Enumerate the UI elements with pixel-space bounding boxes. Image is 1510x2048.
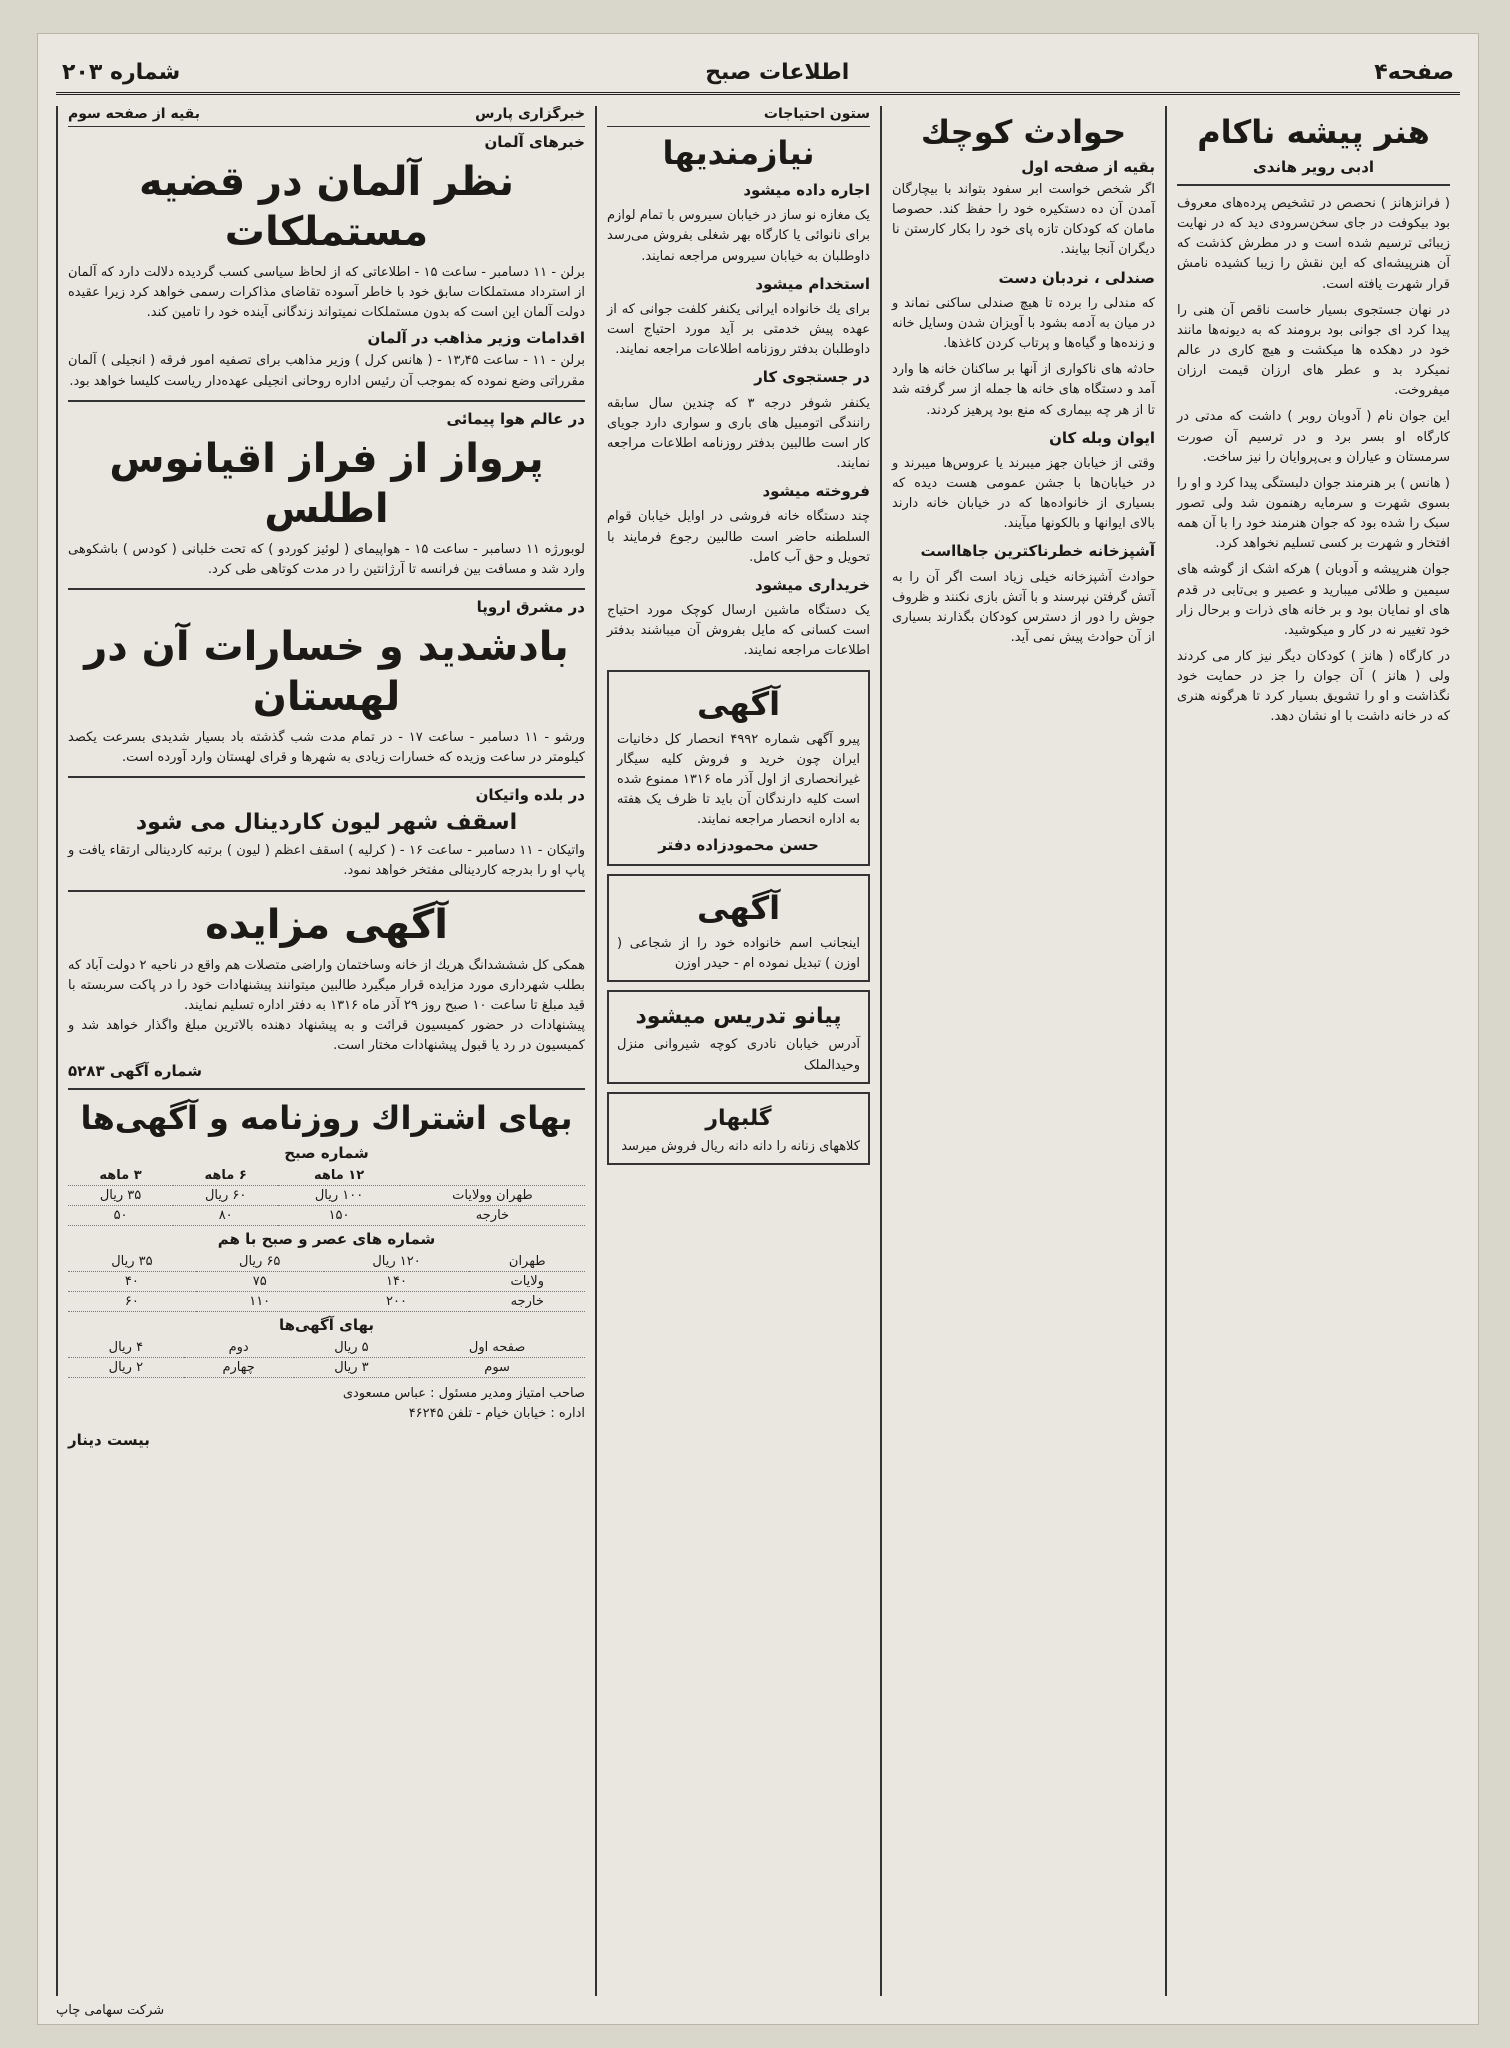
classifieds-body [607,179,870,662]
row-label: چهارم [184,1358,294,1378]
notice-text: پیرو آگهی شماره ۴۹۹۲ انحصار کل دخانیات ایران چون خرید و فروش کلیه سیگار غیرانحصاری از اول آذر ماه ۱۳۱۶ ممنوع شده است کلیه دارندگان آن باید تا ظرف یک هفته به اداره انحصار مراجعه نمایند. [617,731,860,828]
row-label: صفحه اول [409,1338,585,1358]
price-cell: ۴ ریال [68,1338,184,1358]
divider [68,890,585,892]
incidents-kicker: بقیه از صفحه اول [1021,158,1155,176]
table-row [68,1272,585,1292]
news-text: واتیکان - ۱۱ دسامبر - ساعت ۱۶ - ( کرلیه ) اسقف اعظم ( لیون ) برتبه کاردینالی ارتقاء یافت و پاپ او را بدرجه کاردینالی مفتخر خواهد نمود. [68,843,585,879]
period-header: ۳ ماهه [68,1166,173,1186]
ads-price-table [68,1338,585,1378]
news-text: برلن - ۱۱ دسامبر - ساعت ۱۵ - اطلاعاتی که از لحاظ سیاسی کسب گردیده دلالت دارد که آلمان از استرداد مستملکات سابق خود با خاطر آسوده تقاضای مذاکرات رسمی خواهد کرد زیرا عقیده دولت آلمان این است که بدون مستملکات نمیتواند زندگانی آینده خود را تامین کند. [68,265,585,321]
row-label: ولایات [469,1272,585,1292]
table-row [68,1292,585,1312]
morning-head: شماره صبح [284,1144,369,1163]
price-cell: ۳ ریال [294,1358,410,1378]
notice-box [607,670,870,867]
paragraph: در کارگاه ( هانز ) کودکان دیگر نیز کار می کردند ولی ( هانز ) آن جوان را جز در حمایت خود نگذاشت و او را تشویق بسیار کرد تا هرگونه هنری که در خانه داشت با او نشان دهد. [1177,648,1450,725]
masthead [56,52,1460,95]
classifieds-kicker [607,106,870,127]
classified-head: استخدام میشود [755,274,870,293]
classifieds-title: نیازمندیها [662,134,815,172]
publisher-line: صاحب امتیاز ومدیر مسئول : عباس مسعودی [342,1386,585,1402]
headline-storm: بادشدید و خسارات آن در لهستان [84,623,569,720]
price-cell: ۱۲۰ ریال [324,1252,470,1272]
price-cell: ۶۰ ریال [173,1186,278,1206]
news-kicker [68,106,585,127]
news-text: ورشو - ۱۱ دسامبر - ساعت ۱۷ - در تمام مدت شب گذشته باد بسیار شدیدی بسرعت یکصد کیلومتر در ساعت وزیده که خسارات زیادی به شهرها و قرای لهستان وارد آورده است. [68,729,585,766]
price-cell: ۷۵ [196,1272,324,1292]
page-number: صفحه۴ [1374,59,1454,85]
notice-box-2 [607,874,870,982]
printer-credit: شرکت سهامی چاپ [56,2003,165,2018]
incidents-body [892,180,1155,648]
classified-text: برای یك خانواده ایرانی یکنفر کلفت جوانی که از عهده پیش خدمتی بر آید مورد احتیاج است داوطلبان بدفتر روزنامه اطلاعات مراجعه نمایند. [607,301,870,358]
divider [68,400,585,402]
price-cell: ۵۰ [68,1206,173,1226]
story-byline: ادبی رویر هاندی [1252,158,1375,176]
classified-text: یکنفر شوفر درجه ۳ که چندین سال سابقه رانندگی اتومبیل های باری و سواری دارد جویای کار است طالبین بدفتر روزنامه اطلاعات مراجعه نمایند. [607,395,870,472]
table-row [68,1206,585,1226]
auction-text: پیشنهادات در حضور کمیسیون قرائت و به پیشنهاد دهنده بالاترین مبلغ واگذار خواهد شد و کمیسیون در رد یا قبول پیشنهادات مختار است. [68,1017,585,1054]
paragraph: حوادث آشپزخانه خیلی زیاد است اگر آن را به آتش گرفتن نپرسند و با آتش بازی نکنند و ظروف جوش را دور از دسترس کودکان بگذارند بسیاری از آن حوادث پیش نمی آید. [892,569,1155,646]
notice-text: اینجانب اسم خانواده خود را از شجاعی ( اوزن ) تبدیل نموده ام - حیدر اوزن [617,936,860,972]
classified-text: یک مغازه نو ساز در خیابان سیروس با تمام لوازم برای نانوائی یا کارگاه بهر شغلی بفروش می‌رسد داوطلبان به خیابان سیروس مراجعه نمایند. [607,208,870,264]
subheading: در عالم هوا پیمائی [446,409,585,428]
piano-title: پیانو تدریس میشود [635,1004,842,1030]
piano-ad [607,990,870,1083]
golbahar-title: گلبهار [705,1105,772,1131]
column-news [56,106,595,1996]
notice-sign: حسن محمودزاده دفتر [658,836,819,855]
address-line: اداره : خیابان خیام - تلفن ۴۶۲۴۵ [408,1406,585,1422]
divider [68,1088,585,1090]
paragraph: ( هانس ) بر هنرمند جوان دلبستگی پیدا کرد و او را بسوی شهرت و سرمایه رهنمون شد ولی تصور سبک را شده بود که جوان هنرمند خود را با آن همه افتخار و شهرت بر کسی تسلیم نخواهد کرد. [1177,475,1450,552]
divider [68,776,585,778]
paragraph: که مندلی را برده تا هیچ صندلی ساکنی نماند و در میان به آدمه بشود با آویزان شدن وسایل خانه و زنده‌ها و گیاه‌ها و پرتاب کردن کاغذها. [892,295,1155,352]
paragraph: جوان هنرپیشه و آدوبان ) هرکه اشک از گوشه های سیمین و طلائی میبارید و عصیر و بی‌تابی در قدم های او نمایان بود و بر خانه های ذرات و برحال زار خود تغییر نه در کار و میکوشید. [1177,562,1450,638]
auction-text: همکی کل شششدانگ هریك از خانه وساختمان واراضی متصلات هم واقع در ناحیه ۲ دولت آباد که بطلب شهرداری مورد مزایده قرار میگیرد طالبین میتوانند پیشنهادات خود را در پاکت سربسته با قید مبلغ تا ساعت ۱۰ صبح روز ۲۹ آذر ماه ۱۳۱۶ به دفتر اداره تسلیم نمایند. [68,957,585,1013]
combined-price-table [68,1252,585,1312]
kicker-left: بقیه از صفحه سوم [68,106,201,122]
row-label: دوم [184,1338,294,1358]
period-header: ۱۲ ماهه [278,1166,400,1186]
incidents-title: حوادث کوچك [920,113,1127,151]
news-subkicker: خبرهای آلمان [484,133,585,151]
classified-head: خریداری میشود [755,575,870,594]
newspaper-page [38,34,1478,2024]
notice-title: آگهی [696,684,781,723]
price-cell: ۲ ریال [68,1358,184,1378]
headline-colonies: نظر آلمان در قضیه مستملکات [138,159,515,255]
kicker-right: خبرگزاری پارس [475,106,585,122]
classified-head: اجاره داده میشود [743,181,870,199]
divider [1177,184,1450,186]
column-incidents [880,106,1165,1996]
price-cell: ۱۰۰ ریال [278,1186,400,1206]
news-text: لوبورژه ۱۱ دسامبر - ساعت ۱۵ - هواپیمای ( لوئیز کوردو ) که تحت خلبانی ( کودس ) باشکوهی وارد شد و مسافت بین فرانسه تا آرژانتین را در مدت کوتاهی طی کرد. [68,541,585,577]
paragraph: اگر شخص خواست ابر سفود بتواند با بیچارگان آمدن آن ده دستکیره خود را حفظ کند. حصوصا مامان که کودکان تازه پای خود را بکار کارستن نا دیگران آنجا بیایند. [892,182,1155,258]
subheading: در مشرق اروپا [476,597,585,616]
kicker-text: ستون احتیاجات [763,106,870,122]
price-cell: ۲۰۰ [324,1292,470,1312]
row-label: خارجه [469,1292,585,1312]
subheading: ایوان وبله کان [1049,428,1155,447]
column-story [1165,106,1460,1996]
story-title: هنر پیشه ناکام [1197,113,1430,151]
combined-head: شماره های عصر و صبح با هم [217,1230,436,1249]
period-header: ۶ ماهه [173,1166,278,1186]
paragraph: ( فرانزهانز ) نحصص در تشخیص پرده‌های معروف بود بیکوفت در جای سخن‌سرودی دید که در نهایت زیبائی ترسیم شده است و در مطرش کذشت که آن هنرپیشه‌ای که این نقش را زیبا کشیده نامش قرار شهرت یافته است. [1177,196,1450,292]
subheading: صندلی ، نردبان دست [998,268,1155,287]
single-price: بیست دینار [68,1430,150,1449]
price-cell: ۱۱۰ [196,1292,324,1312]
golbahar-ad [607,1092,870,1165]
ads-head: بهای آگهی‌ها [278,1316,375,1335]
price-cell: ۳۵ ریال [68,1252,196,1272]
row-label: سوم [409,1358,585,1378]
paragraph: وقتی از خیابان جهز میبرند یا عروس‌ها میبرند و در خیابان‌ها با جشن عمومی هست دیده که بسیاری از خانواده‌ها که در خیابان خانه دارند بالای ایوانها و بالکونها میآیند. [892,455,1155,532]
table-row [68,1338,585,1358]
subscription-title: بهای اشتراك روزنامه و آگهی‌ها [80,1099,573,1138]
issue-number: شماره ۲۰۳ [62,59,181,85]
story-body [1177,194,1450,728]
price-cell: ۸۰ [173,1206,278,1226]
news-text: برلن - ۱۱ - ساعت ۱۳٫۴۵ - ( هانس کرل ) وزیر مذاهب برای تصفیه امور فرقه ( انجیلی ) آلمان مقرراتی وضع نموده که بموجب آن رئیس اداره روحانی انجیلی عهده‌دار ریاست کلیسا خواهد بود. [68,353,585,389]
price-cell: ۱۵۰ [278,1206,400,1226]
paragraph: در نهان جستجوی بسیار خاست ناقص آن هنی را پیدا کرد ای جوانی بود برومند که به دیونه‌ها مانند خود در دهکده ها میکشت و هیچ کاری در عالم نمیکرد بد و عطر های ارزان قیمت ارزان میفروخت. [1177,302,1450,399]
golbahar-text: کلاههای زنانه را دانه دانه ریال فروش میرسد [621,1138,860,1154]
headline-vatican: اسقف شهر لیون کاردینال می شود [135,810,518,836]
morning-price-table [68,1166,585,1226]
table-row [68,1358,585,1378]
price-cell: ۳۵ ریال [68,1186,173,1206]
price-cell: ۵ ریال [294,1338,410,1358]
price-cell: ۱۴۰ [324,1272,470,1292]
price-cell: ۶۰ [68,1292,196,1312]
classified-text: چند دستگاه خانه فروشی در اوایل خیابان قوام السلطنه حاضر است طالبین رجوع فرمایند با تحویل و حق آب کامل. [607,509,870,565]
headline-auction: آگهی مزایده [205,901,448,948]
paper-name: اطلاعات صبح [705,59,850,85]
price-cell: ۴۰ [68,1272,196,1292]
subheading: آشپزخانه خطرناکترین جاهااست [920,542,1155,561]
paragraph: حادثه های ناکواری از آنها بر ساکنان خانه ها وارد آمد و دستگاه های خانه ها جمله از سر گرفته شد تا از هر چه بیماری که منع بود پرهیز کردند. [892,362,1155,418]
subheading: در بلده واتیکان [475,786,585,805]
row-label: طهران [469,1252,585,1272]
subheading: اقدامات وزیر مذاهب در آلمان [367,329,585,348]
headline-flight: پرواز از فراز اقیانوس اطلس [109,435,544,532]
row-label: خارجه [400,1206,585,1226]
price-cell: ۶۵ ریال [196,1252,324,1272]
auction-code: شماره آگهی ۵۲۸۳ [68,1062,202,1081]
table-row [68,1252,585,1272]
column-classifieds [595,106,880,1996]
piano-text: آدرس خیابان نادری کوچه شیروانی منزل وحیدالملک [617,1037,860,1073]
row-label: طهران وولایات [400,1186,585,1206]
notice-title: آگهی [696,889,781,928]
table-row [68,1186,585,1206]
classified-text: یک دستگاه ماشین ارسال کوچک مورد احتیاج است کسانی که مایل بفروش آن میباشند بدفتر اطلاعات مراجعه نمایند. [607,603,870,659]
divider [68,588,585,590]
classified-head: در جستجوی کار [754,368,870,387]
paragraph: این جوان نام ( آدوبان روبر ) داشت که مدتی در کارگاه او بسر برد و در ترسیم آن صورت سرمستان و عیاران و بی‌پروایان را نیز ساخت. [1177,409,1450,465]
classified-head: فروخته میشود [762,482,870,501]
